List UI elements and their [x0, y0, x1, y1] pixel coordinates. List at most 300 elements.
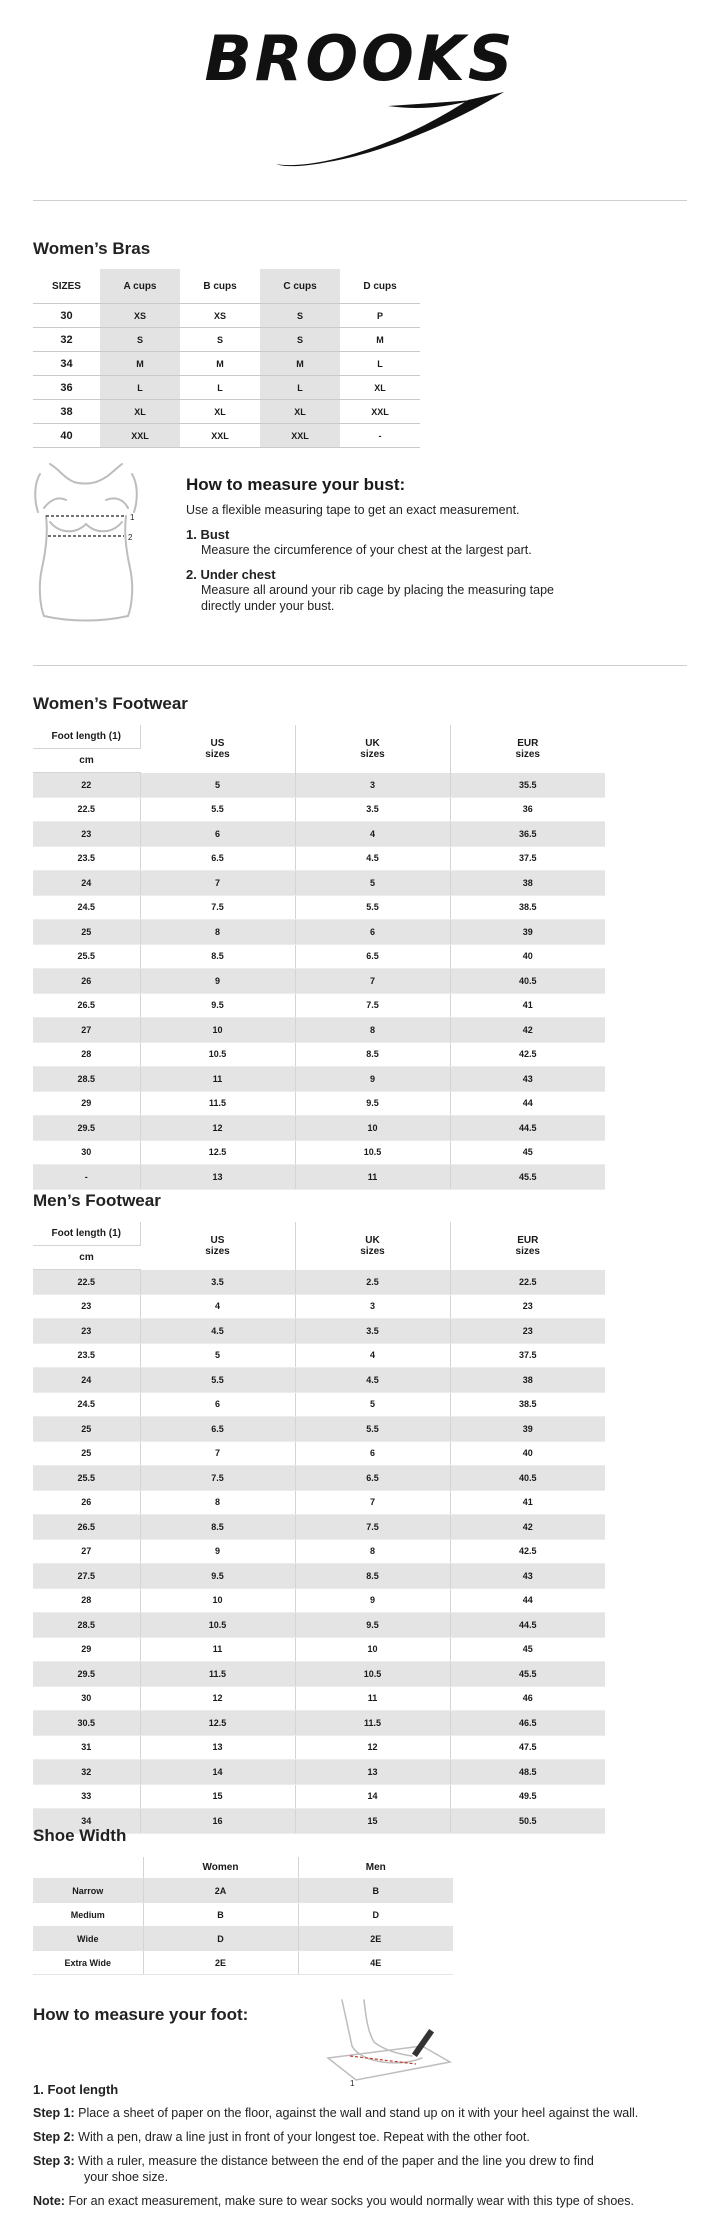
bras-header-sizes: SIZES — [33, 269, 100, 304]
foot-title: How to measure your foot: — [33, 2005, 249, 2024]
women-footwear-row-cell: 10 — [295, 1116, 450, 1141]
women-footwear-row-cell: 44.5 — [450, 1116, 605, 1141]
women-footwear-row-cell: 40.5 — [450, 969, 605, 994]
men-footwear-row-cell: 48.5 — [450, 1760, 605, 1785]
bras-row-cell: XL — [340, 376, 420, 400]
shoe-width-row-cell: 2E — [143, 1951, 298, 1975]
men-footwear-row-cell: 5.5 — [295, 1417, 450, 1442]
men-footwear-row-cell: 46.5 — [450, 1711, 605, 1736]
men-footwear-row-cell: 10 — [295, 1637, 450, 1662]
women-footwear-row-cell: 28 — [33, 1042, 140, 1067]
foot-note — [33, 2194, 703, 2208]
men-footwear-row-cell: 44.5 — [450, 1613, 605, 1638]
bras-row — [33, 400, 420, 424]
men-footwear-row-cell: 13 — [295, 1760, 450, 1785]
men-footwear-row-cell: 23.5 — [33, 1343, 140, 1368]
men-footwear-row-cell: 22.5 — [33, 1270, 140, 1295]
men-footwear-row-cell: 4 — [295, 1343, 450, 1368]
men-footwear-row — [33, 1441, 605, 1466]
men-footwear-row-cell: 23 — [450, 1294, 605, 1319]
men-footwear-row-cell: 9 — [140, 1539, 295, 1564]
bras-row-cell: 34 — [33, 352, 100, 376]
women-footwear-row-cell: 45.5 — [450, 1165, 605, 1190]
men-footwear-row-cell: 24 — [33, 1368, 140, 1393]
women-footwear-row-cell: 9 — [295, 1067, 450, 1092]
women-footwear-row-cell: 3.5 — [295, 797, 450, 822]
women-footwear-row — [33, 969, 605, 994]
women-footwear-row-cell: 5 — [140, 773, 295, 798]
women-footwear-row — [33, 773, 605, 798]
shoe-width-row-cell: D — [143, 1927, 298, 1951]
women-footwear-row-cell: 41 — [450, 993, 605, 1018]
men-footwear-row-cell: 8.5 — [295, 1564, 450, 1589]
women-footwear-row-cell: 7.5 — [295, 993, 450, 1018]
men-footwear-row-cell: 9 — [295, 1588, 450, 1613]
women-footwear-row-cell: 10 — [140, 1018, 295, 1043]
foot-note-text: For an exact measurement, make sure to wear socks you would normally wear with this type of shoes. — [68, 2194, 634, 2208]
foot-step-2 — [33, 2130, 693, 2144]
bras-row-cell: L — [180, 376, 260, 400]
men-footwear-row-cell: 3.5 — [140, 1270, 295, 1295]
bras-row-cell: S — [180, 328, 260, 352]
men-footwear-row — [33, 1270, 605, 1295]
women-footwear-row — [33, 797, 605, 822]
brand-swoosh-icon — [268, 92, 508, 172]
men-footwear-row-cell: 10 — [140, 1588, 295, 1613]
shoe-width-row-cell: Wide — [33, 1927, 143, 1951]
men-footwear-row-cell: 44 — [450, 1588, 605, 1613]
bras-title: Women’s Bras — [33, 239, 151, 258]
bras-row-cell: P — [340, 304, 420, 328]
women-footwear-row-cell: 22.5 — [33, 797, 140, 822]
women-footwear-row-cell: 45 — [450, 1140, 605, 1165]
women-footwear-row-cell: 30 — [33, 1140, 140, 1165]
men-footwear-row-cell: 8 — [295, 1539, 450, 1564]
bras-row-cell: S — [100, 328, 180, 352]
women-header-uk: UK sizes — [295, 725, 450, 773]
shoe-width-row-cell: B — [143, 1903, 298, 1927]
foot-note-label: Note: — [33, 2194, 65, 2208]
women-footwear-row-cell: 23.5 — [33, 846, 140, 871]
men-footwear-row-cell: 38 — [450, 1368, 605, 1393]
men-footwear-row-cell: 12.5 — [140, 1711, 295, 1736]
men-footwear-row — [33, 1294, 605, 1319]
men-footwear-row-cell: 8.5 — [140, 1515, 295, 1540]
men-footwear-row-cell: 16 — [140, 1809, 295, 1834]
men-footwear-row-cell: 11 — [140, 1637, 295, 1662]
men-footwear-row-cell: 22.5 — [450, 1270, 605, 1295]
women-footwear-row — [33, 1018, 605, 1043]
men-footwear-row-cell: 6.5 — [295, 1466, 450, 1491]
bras-row-cell: XL — [180, 400, 260, 424]
men-footwear-row-cell: 24.5 — [33, 1392, 140, 1417]
men-footwear-row-cell: 42 — [450, 1515, 605, 1540]
men-footwear-table — [33, 1222, 605, 1834]
bras-row-cell: XXL — [260, 424, 340, 448]
bras-row-cell: M — [340, 328, 420, 352]
women-footwear-row — [33, 1067, 605, 1092]
women-footwear-row-cell: 37.5 — [450, 846, 605, 871]
men-footwear-row-cell: 32 — [33, 1760, 140, 1785]
women-footwear-row-cell: 29 — [33, 1091, 140, 1116]
women-footwear-row-cell: 29.5 — [33, 1116, 140, 1141]
shoe-width-row — [33, 1951, 453, 1975]
bras-row-cell: 30 — [33, 304, 100, 328]
men-footwear-row-cell: 9.5 — [140, 1564, 295, 1589]
women-footwear-row-cell: 8.5 — [140, 944, 295, 969]
women-footwear-row-cell: 4.5 — [295, 846, 450, 871]
men-footwear-row-cell: 25.5 — [33, 1466, 140, 1491]
men-footwear-row-cell: 49.5 — [450, 1784, 605, 1809]
men-footwear-row-cell: 10.5 — [140, 1613, 295, 1638]
bras-row-cell: - — [340, 424, 420, 448]
men-footwear-row — [33, 1760, 605, 1785]
men-footwear-row-cell: 43 — [450, 1564, 605, 1589]
width-header-men: Men — [298, 1857, 453, 1879]
women-footwear-row-cell: 11 — [140, 1067, 295, 1092]
women-footwear-row-cell: 11.5 — [140, 1091, 295, 1116]
women-footwear-row-cell: 8 — [295, 1018, 450, 1043]
women-footwear-row-cell: 7.5 — [140, 895, 295, 920]
bras-row — [33, 304, 420, 328]
men-footwear-row-cell: 3.5 — [295, 1319, 450, 1344]
women-footwear-row-cell: 27 — [33, 1018, 140, 1043]
foot-step-2-text: With a pen, draw a line just in front of your longest toe. Repeat with the other foot. — [78, 2130, 530, 2144]
women-header-eur: EUR sizes — [515, 737, 540, 760]
women-footwear-row-cell: 10.5 — [140, 1042, 295, 1067]
bras-header-row — [33, 269, 420, 304]
men-footwear-row-cell: 12 — [295, 1735, 450, 1760]
men-footwear-row-cell: 6 — [140, 1392, 295, 1417]
bras-row-cell: XL — [260, 400, 340, 424]
bust-step-2-text-line2: directly under your bust. — [201, 599, 335, 613]
bras-row-cell: XXL — [340, 400, 420, 424]
women-footwear-row-cell: 7 — [140, 871, 295, 896]
men-footwear-row-cell: 23 — [450, 1319, 605, 1344]
shoe-width-row-cell: 2E — [298, 1927, 453, 1951]
men-footwear-row-cell: 34 — [33, 1809, 140, 1834]
women-footwear-row — [33, 846, 605, 871]
women-footwear-row — [33, 1116, 605, 1141]
men-footwear-row-cell: 2.5 — [295, 1270, 450, 1295]
men-footwear-row-cell: 33 — [33, 1784, 140, 1809]
bust-step-2-text: Measure all around your rib cage by placing the measuring tape — [201, 583, 554, 597]
men-footwear-row-cell: 28.5 — [33, 1613, 140, 1638]
bras-row-cell: M — [180, 352, 260, 376]
men-footwear-row-cell: 11 — [295, 1686, 450, 1711]
men-footwear-row — [33, 1539, 605, 1564]
men-footwear-row-cell: 14 — [140, 1760, 295, 1785]
women-footwear-row-cell: 36 — [450, 797, 605, 822]
bras-header-d: D cups — [340, 269, 420, 304]
bust-step-1-text: Measure the circumference of your chest at the largest part. — [201, 543, 532, 557]
women-footwear-row-cell: 11 — [295, 1165, 450, 1190]
women-footwear-row-cell: 6 — [295, 920, 450, 945]
men-footwear-row-cell: 45.5 — [450, 1662, 605, 1687]
women-header-foot-length: Foot length (1) — [33, 725, 140, 749]
women-footwear-row-cell: 42 — [450, 1018, 605, 1043]
women-footwear-row-cell: 44 — [450, 1091, 605, 1116]
men-footwear-row — [33, 1711, 605, 1736]
women-footwear-row-cell: 5 — [295, 871, 450, 896]
women-footwear-row — [33, 1042, 605, 1067]
bras-row-cell: XS — [100, 304, 180, 328]
shoe-width-row — [33, 1879, 453, 1903]
women-footwear-row-cell: 38.5 — [450, 895, 605, 920]
women-footwear-row-cell: 26 — [33, 969, 140, 994]
bras-header-c: C cups — [260, 269, 340, 304]
men-footwear-row — [33, 1392, 605, 1417]
women-footwear-row — [33, 1165, 605, 1190]
women-footwear-row — [33, 993, 605, 1018]
women-footwear-row — [33, 871, 605, 896]
women-footwear-row-cell: 35.5 — [450, 773, 605, 798]
men-footwear-row-cell: 8 — [140, 1490, 295, 1515]
women-footwear-row-cell: 5.5 — [140, 797, 295, 822]
foot-step-1-label: Step 1: — [33, 2106, 75, 2120]
bras-row-cell: 32 — [33, 328, 100, 352]
men-footwear-row — [33, 1637, 605, 1662]
bras-row-cell: 40 — [33, 424, 100, 448]
women-footwear-row-cell: 6.5 — [295, 944, 450, 969]
bras-row-cell: XXL — [100, 424, 180, 448]
men-footwear-title: Men’s Footwear — [33, 1191, 161, 1210]
men-footwear-row-cell: 39 — [450, 1417, 605, 1442]
women-footwear-title: Women’s Footwear — [33, 694, 188, 713]
men-footwear-row-cell: 27 — [33, 1539, 140, 1564]
men-footwear-row-cell: 5 — [140, 1343, 295, 1368]
bras-row-cell: 36 — [33, 376, 100, 400]
foot-step-3-text-line2: your shoe size. — [84, 2170, 169, 2184]
men-footwear-row-cell: 45 — [450, 1637, 605, 1662]
men-footwear-row-cell: 41 — [450, 1490, 605, 1515]
men-footwear-row-cell: 29 — [33, 1637, 140, 1662]
men-footwear-row — [33, 1368, 605, 1393]
men-footwear-row-cell: 13 — [140, 1735, 295, 1760]
men-footwear-row-cell: 5.5 — [140, 1368, 295, 1393]
men-footwear-row-cell: 15 — [140, 1784, 295, 1809]
men-footwear-row-cell: 50.5 — [450, 1809, 605, 1834]
men-footwear-row-cell: 11.5 — [295, 1711, 450, 1736]
women-footwear-row-cell: 38 — [450, 871, 605, 896]
men-footwear-row-cell: 42.5 — [450, 1539, 605, 1564]
women-footwear-row-cell: 25 — [33, 920, 140, 945]
men-footwear-row-cell: 23 — [33, 1294, 140, 1319]
men-footwear-row-cell: 40.5 — [450, 1466, 605, 1491]
women-footwear-row-cell: 24.5 — [33, 895, 140, 920]
bras-row-cell: L — [260, 376, 340, 400]
bust-step-2-heading: 2. Under chest — [186, 567, 276, 582]
men-footwear-row-cell: 11.5 — [140, 1662, 295, 1687]
men-footwear-row — [33, 1515, 605, 1540]
men-footwear-row-cell: 26.5 — [33, 1515, 140, 1540]
women-footwear-row-cell: 42.5 — [450, 1042, 605, 1067]
men-footwear-row — [33, 1686, 605, 1711]
foot-subtitle: 1. Foot length — [33, 2082, 119, 2097]
women-footwear-row-cell: 10.5 — [295, 1140, 450, 1165]
brand-logo-text: BROOKS — [204, 22, 516, 95]
bras-row-cell: M — [100, 352, 180, 376]
foot-step-3-label: Step 3: — [33, 2154, 75, 2168]
foot-step-1 — [33, 2106, 693, 2120]
bras-row-cell: S — [260, 328, 340, 352]
women-footwear-row-cell: 7 — [295, 969, 450, 994]
bras-row-cell: 38 — [33, 400, 100, 424]
women-footwear-row-cell: 3 — [295, 773, 450, 798]
bust-intro: Use a flexible measuring tape to get an exact measurement. — [186, 503, 520, 517]
bras-row-cell: S — [260, 304, 340, 328]
men-footwear-row-cell: 26 — [33, 1490, 140, 1515]
men-footwear-row — [33, 1490, 605, 1515]
women-footwear-row-cell: 13 — [140, 1165, 295, 1190]
women-footwear-row-cell: 23 — [33, 822, 140, 847]
women-footwear-row-cell: 36.5 — [450, 822, 605, 847]
men-footwear-row-cell: 3 — [295, 1294, 450, 1319]
women-footwear-row-cell: 4 — [295, 822, 450, 847]
women-footwear-row-cell: 39 — [450, 920, 605, 945]
men-footwear-row-cell: 37.5 — [450, 1343, 605, 1368]
shoe-width-row — [33, 1903, 453, 1927]
men-header-cm: cm — [33, 1246, 140, 1270]
men-footwear-row-cell: 4.5 — [140, 1319, 295, 1344]
men-footwear-row-cell: 30 — [33, 1686, 140, 1711]
men-footwear-row-cell: 14 — [295, 1784, 450, 1809]
men-footwear-row — [33, 1343, 605, 1368]
women-footwear-row-cell: 22 — [33, 773, 140, 798]
women-footwear-row — [33, 895, 605, 920]
men-footwear-row-cell: 4.5 — [295, 1368, 450, 1393]
men-footwear-row-cell: 40 — [450, 1441, 605, 1466]
men-footwear-row-cell: 29.5 — [33, 1662, 140, 1687]
women-footwear-row — [33, 1091, 605, 1116]
shoe-width-table — [33, 1857, 453, 1975]
women-footwear-row-cell: 8.5 — [295, 1042, 450, 1067]
bras-row — [33, 328, 420, 352]
shoe-width-row-cell: D — [298, 1903, 453, 1927]
men-footwear-row — [33, 1662, 605, 1687]
bras-row-cell: M — [260, 352, 340, 376]
foot-measure-illustration — [322, 1998, 456, 2088]
men-footwear-row-cell: 5 — [295, 1392, 450, 1417]
women-footwear-row-cell: 28.5 — [33, 1067, 140, 1092]
bras-row — [33, 424, 420, 448]
shoe-width-row-cell: 2A — [143, 1879, 298, 1903]
men-footwear-row-cell: 7 — [140, 1441, 295, 1466]
men-footwear-row — [33, 1735, 605, 1760]
women-footwear-row — [33, 920, 605, 945]
women-footwear-row — [33, 944, 605, 969]
bras-header-a: A cups — [100, 269, 180, 304]
men-footwear-row — [33, 1466, 605, 1491]
women-footwear-row — [33, 1140, 605, 1165]
bras-header-b: B cups — [180, 269, 260, 304]
men-footwear-row-cell: 25 — [33, 1417, 140, 1442]
men-header-foot-length: Foot length (1) — [33, 1222, 140, 1246]
women-footwear-row-cell: 9.5 — [140, 993, 295, 1018]
shoe-width-row-cell: B — [298, 1879, 453, 1903]
women-footwear-row-cell: 9 — [140, 969, 295, 994]
women-footwear-row-cell: 6 — [140, 822, 295, 847]
bras-row-cell: XXL — [180, 424, 260, 448]
women-footwear-row-cell: 5.5 — [295, 895, 450, 920]
bras-row-cell: XL — [100, 400, 180, 424]
bust-title: How to measure your bust: — [186, 475, 406, 494]
foot-figure-marker: 1 — [350, 2079, 355, 2088]
men-footwear-row — [33, 1613, 605, 1638]
men-footwear-row-cell: 23 — [33, 1319, 140, 1344]
women-footwear-row-cell: 8 — [140, 920, 295, 945]
men-header-eur: EUR sizes — [515, 1234, 540, 1257]
foot-step-2-label: Step 2: — [33, 2130, 75, 2144]
bras-row — [33, 376, 420, 400]
men-header-us: US sizes — [140, 1222, 295, 1270]
women-footwear-row-cell: 43 — [450, 1067, 605, 1092]
width-header-women: Women — [143, 1857, 298, 1879]
foot-step-3-text: With a ruler, measure the distance between the end of the paper and the line you drew to find — [78, 2154, 594, 2168]
men-footwear-row-cell: 9.5 — [295, 1613, 450, 1638]
men-footwear-row-cell: 25 — [33, 1441, 140, 1466]
divider — [33, 200, 687, 201]
bras-row-cell: L — [340, 352, 420, 376]
women-footwear-row-cell: 9.5 — [295, 1091, 450, 1116]
shoe-width-row-cell: 4E — [298, 1951, 453, 1975]
shoe-width-title: Shoe Width — [33, 1826, 127, 1845]
bust-marker-1: 1 — [130, 513, 135, 522]
width-header-empty — [33, 1857, 143, 1879]
men-footwear-row-cell: 7.5 — [295, 1515, 450, 1540]
men-footwear-row — [33, 1417, 605, 1442]
bras-row — [33, 352, 420, 376]
men-footwear-row-cell: 6 — [295, 1441, 450, 1466]
foot-step-1-text: Place a sheet of paper on the floor, against the wall and stand up on it with your heel against the wall. — [78, 2106, 639, 2120]
women-footwear-row-cell: 12.5 — [140, 1140, 295, 1165]
shoe-width-row-cell: Medium — [33, 1903, 143, 1927]
men-footwear-row-cell: 46 — [450, 1686, 605, 1711]
bras-row-cell: L — [100, 376, 180, 400]
men-header-uk: UK sizes — [295, 1222, 450, 1270]
men-footwear-row-cell: 4 — [140, 1294, 295, 1319]
men-footwear-row-cell: 38.5 — [450, 1392, 605, 1417]
foot-step-3 — [33, 2154, 693, 2168]
men-footwear-row — [33, 1784, 605, 1809]
men-footwear-row-cell: 7.5 — [140, 1466, 295, 1491]
divider — [33, 665, 687, 666]
women-header-us: US sizes — [140, 725, 295, 773]
men-footwear-row-cell: 12 — [140, 1686, 295, 1711]
women-header-cm: cm — [33, 749, 140, 773]
women-footwear-row-cell: 25.5 — [33, 944, 140, 969]
bras-size-table — [33, 269, 420, 448]
women-footwear-table — [33, 725, 605, 1190]
shoe-width-row-cell: Narrow — [33, 1879, 143, 1903]
shoe-width-row-cell: Extra Wide — [33, 1951, 143, 1975]
men-footwear-row-cell: 10.5 — [295, 1662, 450, 1687]
women-footwear-row-cell: 26.5 — [33, 993, 140, 1018]
women-footwear-row-cell: 6.5 — [140, 846, 295, 871]
women-footwear-row-cell: - — [33, 1165, 140, 1190]
men-footwear-row-cell: 27.5 — [33, 1564, 140, 1589]
men-footwear-row-cell: 30.5 — [33, 1711, 140, 1736]
bust-step-1-heading: 1. Bust — [186, 527, 230, 542]
women-footwear-row-cell: 12 — [140, 1116, 295, 1141]
women-footwear-row — [33, 822, 605, 847]
men-footwear-row — [33, 1564, 605, 1589]
men-footwear-row-cell: 47.5 — [450, 1735, 605, 1760]
shoe-width-row — [33, 1927, 453, 1951]
men-footwear-row-cell: 6.5 — [140, 1417, 295, 1442]
men-footwear-row-cell: 31 — [33, 1735, 140, 1760]
men-footwear-row — [33, 1319, 605, 1344]
